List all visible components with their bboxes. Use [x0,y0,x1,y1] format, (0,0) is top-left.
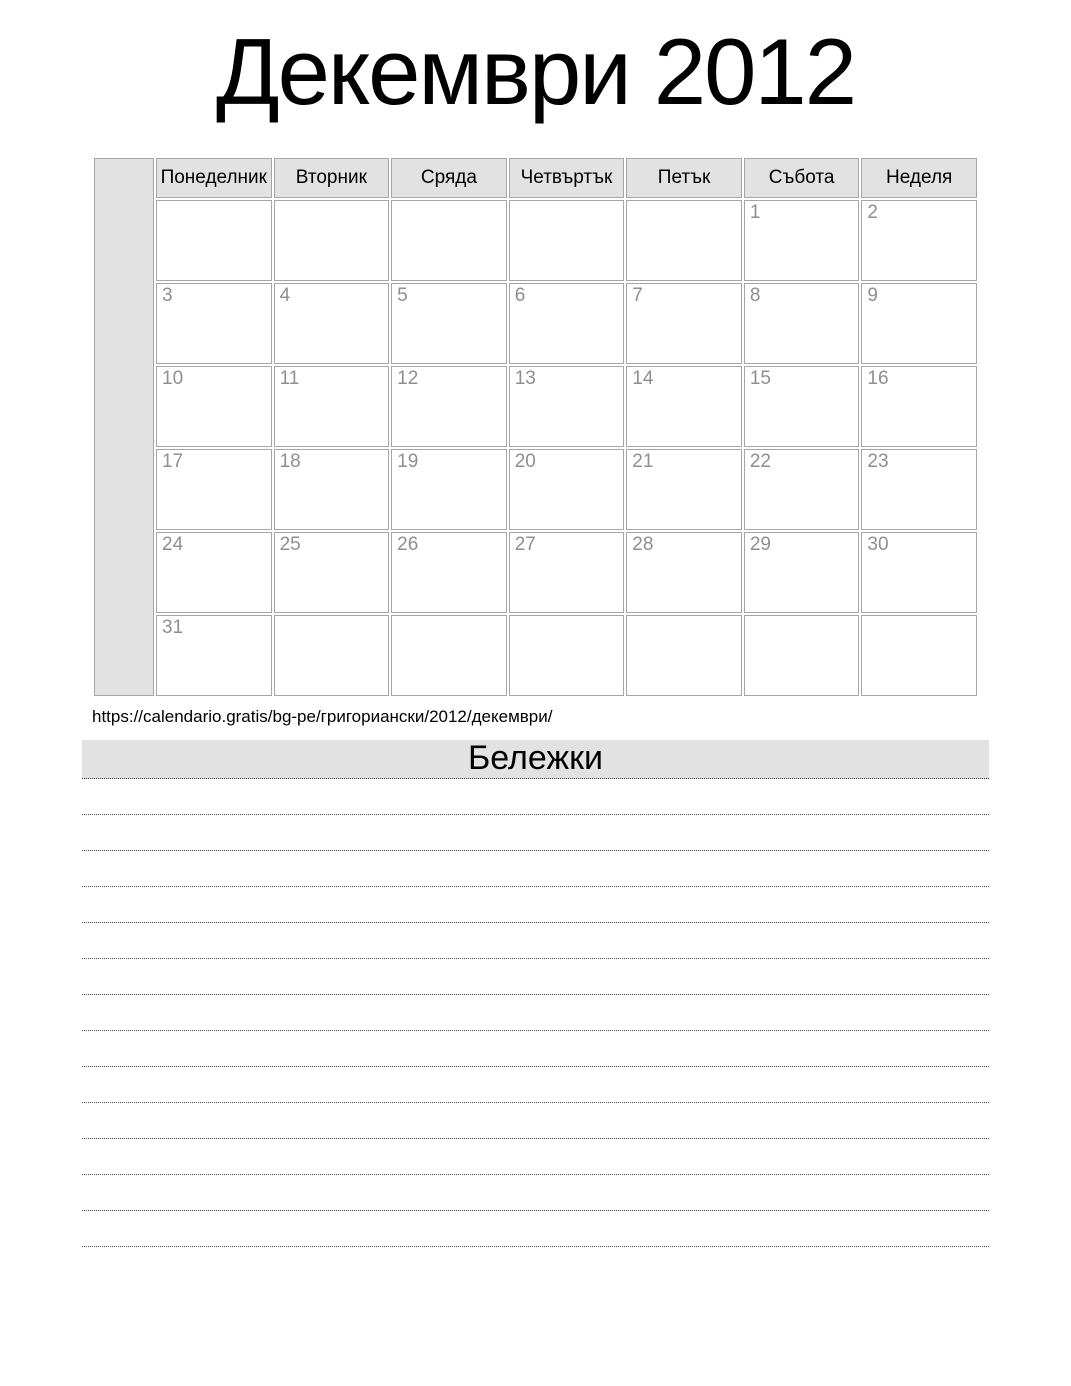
day-cell [274,200,390,281]
page-title: Декември 2012 [216,19,855,124]
day-cell [274,615,390,696]
day-cell [391,615,507,696]
day-number: 24 [162,533,184,555]
day-number: 22 [749,450,771,472]
source-url: https://calendario.gratis/bg-pe/григориански/2012/декември/ [92,706,553,726]
day-number: 6 [514,284,526,306]
day-cell [509,283,625,364]
weekday-header-saturday: Събота [744,158,860,198]
note-line [82,887,989,923]
day-cell [391,532,507,613]
calendar-table [92,156,979,698]
day-cell [626,366,742,447]
day-number: 11 [279,367,300,389]
day-cell [861,615,977,696]
weekday-header-friday: Петък [626,158,742,198]
note-line [82,1031,989,1067]
day-number: 26 [397,533,419,555]
week-row-3 [94,366,977,447]
weekday-header-thursday: Четвъртък [509,158,625,198]
day-cell [744,615,860,696]
day-cell [391,449,507,530]
note-line [82,1103,989,1139]
note-line [82,779,989,815]
note-line [82,1211,989,1247]
day-number: 16 [867,367,889,389]
day-cell [626,200,742,281]
day-number: 23 [867,450,889,472]
day-cell [626,615,742,696]
day-number: 21 [632,450,654,472]
day-number: 27 [514,533,536,555]
day-cell [391,283,507,364]
day-cell [861,449,977,530]
day-cell [274,366,390,447]
weekday-header-monday: Понеделник [156,158,272,198]
day-number: 1 [749,201,761,223]
day-number: 8 [749,284,761,306]
day-number: 25 [279,533,301,555]
week-row-2 [94,283,977,364]
weekday-header-wednesday: Сряда [391,158,507,198]
day-cell [274,283,390,364]
day-cell [861,200,977,281]
notes-title: Бележки [467,739,604,778]
day-cell [744,449,860,530]
day-cell [156,449,272,530]
day-number: 31 [162,616,184,638]
day-cell [509,366,625,447]
day-cell [509,532,625,613]
day-cell [626,283,742,364]
day-number: 7 [632,284,643,306]
weekday-header-row [94,158,977,198]
note-line [82,815,989,851]
day-number: 13 [514,367,536,389]
day-cell [274,449,390,530]
day-number: 4 [279,284,291,306]
day-number: 10 [162,367,184,389]
week-row-4 [94,449,977,530]
day-cell [391,366,507,447]
day-cell [861,283,977,364]
day-number: 9 [867,284,878,306]
day-number: 17 [162,450,184,472]
notes-header [82,740,989,779]
note-line [82,959,989,995]
day-cell [156,366,272,447]
day-cell [626,532,742,613]
day-cell [391,200,507,281]
note-line [82,1175,989,1211]
note-line [82,851,989,887]
day-number: 5 [397,284,408,306]
weekday-header-sunday: Неделя [861,158,977,198]
day-cell [156,200,272,281]
day-cell [156,283,272,364]
day-number: 14 [632,367,654,389]
day-number: 15 [749,367,771,389]
day-number: 28 [632,533,654,555]
day-cell [861,366,977,447]
week-row-5 [94,532,977,613]
day-number: 18 [279,450,301,472]
day-cell [274,532,390,613]
day-number: 2 [867,201,878,223]
calendar-gutter [94,158,154,696]
day-number: 29 [749,533,771,555]
day-cell [744,532,860,613]
notes-lines [82,779,989,1247]
weekday-header-tuesday: Вторник [274,158,390,198]
day-cell [156,615,272,696]
note-line [82,1139,989,1175]
note-line [82,995,989,1031]
day-cell [509,449,625,530]
notes-section [82,740,989,1247]
day-cell [509,615,625,696]
note-line [82,923,989,959]
day-cell [509,200,625,281]
day-number: 12 [397,367,419,389]
day-cell [861,532,977,613]
week-row-6 [94,615,977,696]
week-row-1 [94,200,977,281]
day-cell [744,283,860,364]
day-cell [744,200,860,281]
day-number: 19 [397,450,419,472]
day-cell [156,532,272,613]
day-number: 20 [514,450,536,472]
day-cell [626,449,742,530]
day-cell [744,366,860,447]
day-number: 3 [162,284,173,306]
day-number: 30 [867,533,889,555]
note-line [82,1067,989,1103]
